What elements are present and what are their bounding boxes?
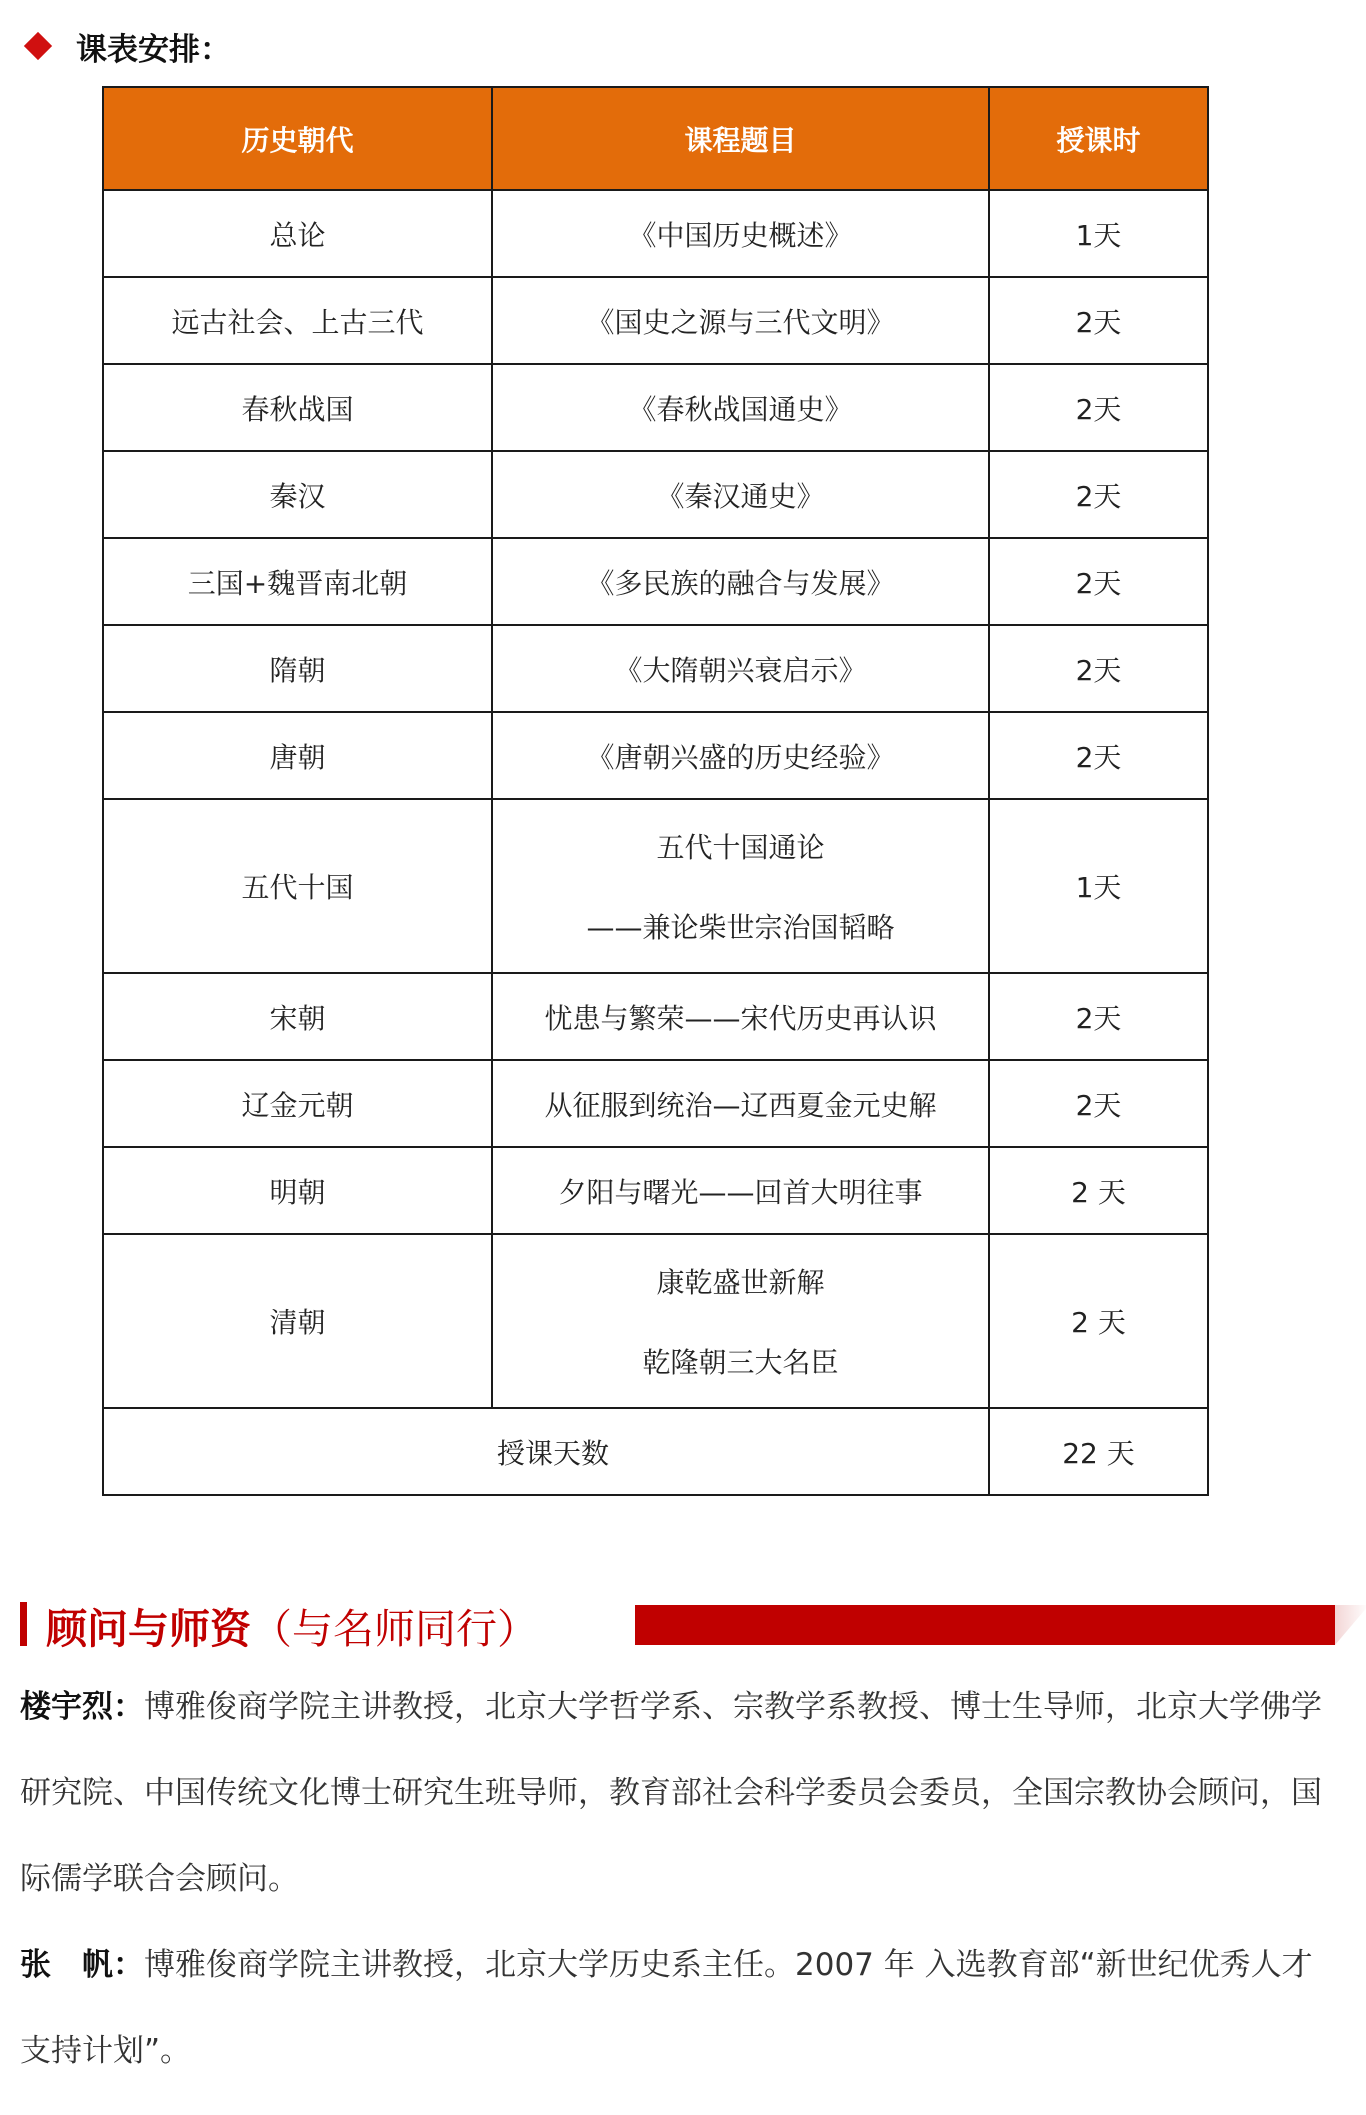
cell-era: 五代十国 [103, 799, 492, 973]
table-row [103, 1060, 1208, 1147]
table-header-row [103, 87, 1208, 190]
course-line-2: 乾隆朝三大名臣 [642, 1346, 839, 1379]
section-heading-advisors [20, 1594, 1366, 1654]
cell-course: 《多民族的融合与发展》 [492, 538, 989, 625]
cell-course: 《秦汉通史》 [492, 451, 989, 538]
diamond-bullet-icon [24, 32, 52, 60]
cell-course: 《春秋战国通史》 [492, 364, 989, 451]
cell-era: 总论 [103, 190, 492, 277]
cell-days: 2天 [989, 625, 1208, 712]
cell-course [492, 1234, 989, 1408]
cell-days: 1天 [989, 190, 1208, 277]
table-row [103, 973, 1208, 1060]
cell-days: 2天 [989, 451, 1208, 538]
cell-course: 《中国历史概述》 [492, 190, 989, 277]
bio-text: 博雅俊商学院主讲教授，北京大学哲学系、宗教学系教授、博士生导师，北京大学佛学研究院、中国传统文化博士研究生班导师，教育部社会科学委员会委员，全国宗教协会顾问，国际儒学联合会顾问。 [20, 1689, 1322, 1897]
section-heading-schedule [22, 24, 231, 68]
cell-days: 2天 [989, 712, 1208, 799]
bio-text: 博雅俊商学院主讲教授，北京大学历史系主任。2007 年 入选教育部“新世纪优秀人才支持计划”。 [20, 1947, 1313, 2069]
cell-days: 2天 [989, 1060, 1208, 1147]
table-total-row [103, 1408, 1208, 1495]
bio-name: 楼宇烈： [20, 1689, 144, 1725]
cell-days: 2 天 [989, 1147, 1208, 1234]
table-row [103, 538, 1208, 625]
cell-days: 2天 [989, 277, 1208, 364]
course-line-2: ——兼论柴世宗治国韬略 [586, 911, 895, 944]
header-course: 课程题目 [492, 87, 989, 190]
section-title: 课表安排： [76, 31, 231, 68]
bio-name: 张 帆： [20, 1947, 144, 1983]
table-row [103, 364, 1208, 451]
cell-days: 2 天 [989, 1234, 1208, 1408]
table-row [103, 190, 1208, 277]
table-row [103, 451, 1208, 538]
bio-paragraph [20, 1664, 1336, 1922]
cell-era: 远古社会、上古三代 [103, 277, 492, 364]
cell-days: 2天 [989, 538, 1208, 625]
cell-course: 从征服到统治—辽西夏金元史解 [492, 1060, 989, 1147]
course-line-1: 康乾盛世新解 [656, 1266, 825, 1299]
advisors-title [46, 1596, 538, 1655]
header-days: 授课时 [989, 87, 1208, 190]
cell-era: 秦汉 [103, 451, 492, 538]
table-row [103, 625, 1208, 712]
header-era: 历史朝代 [103, 87, 492, 190]
course-schedule-table [102, 86, 1209, 1496]
cell-days: 1天 [989, 799, 1208, 973]
cell-era: 隋朝 [103, 625, 492, 712]
cell-course: 忧患与繁荣——宋代历史再认识 [492, 973, 989, 1060]
cell-era: 清朝 [103, 1234, 492, 1408]
advisors-title-sub: （与名师同行） [251, 1605, 538, 1653]
cell-era: 三国+魏晋南北朝 [103, 538, 492, 625]
advisors-title-main: 顾问与师资 [46, 1605, 251, 1653]
cell-course: 《唐朝兴盛的历史经验》 [492, 712, 989, 799]
bio-paragraph [20, 1922, 1336, 2094]
cell-era: 辽金元朝 [103, 1060, 492, 1147]
cell-era: 唐朝 [103, 712, 492, 799]
cell-course: 夕阳与曙光——回首大明往事 [492, 1147, 989, 1234]
table-row [103, 277, 1208, 364]
table-row [103, 712, 1208, 799]
heading-red-band [635, 1605, 1335, 1645]
total-label: 授课天数 [103, 1408, 989, 1495]
cell-course: 《大隋朝兴衰启示》 [492, 625, 989, 712]
heading-accent-bar [20, 1602, 27, 1646]
heading-band-tail [1335, 1605, 1366, 1645]
table-row [103, 1147, 1208, 1234]
cell-course [492, 799, 989, 973]
table-row [103, 1234, 1208, 1408]
course-line-1: 五代十国通论 [656, 831, 825, 864]
cell-course: 《国史之源与三代文明》 [492, 277, 989, 364]
cell-days: 2天 [989, 364, 1208, 451]
cell-era: 明朝 [103, 1147, 492, 1234]
cell-era: 春秋战国 [103, 364, 492, 451]
table-row [103, 799, 1208, 973]
cell-days: 2天 [989, 973, 1208, 1060]
cell-era: 宋朝 [103, 973, 492, 1060]
total-days: 22 天 [989, 1408, 1208, 1495]
